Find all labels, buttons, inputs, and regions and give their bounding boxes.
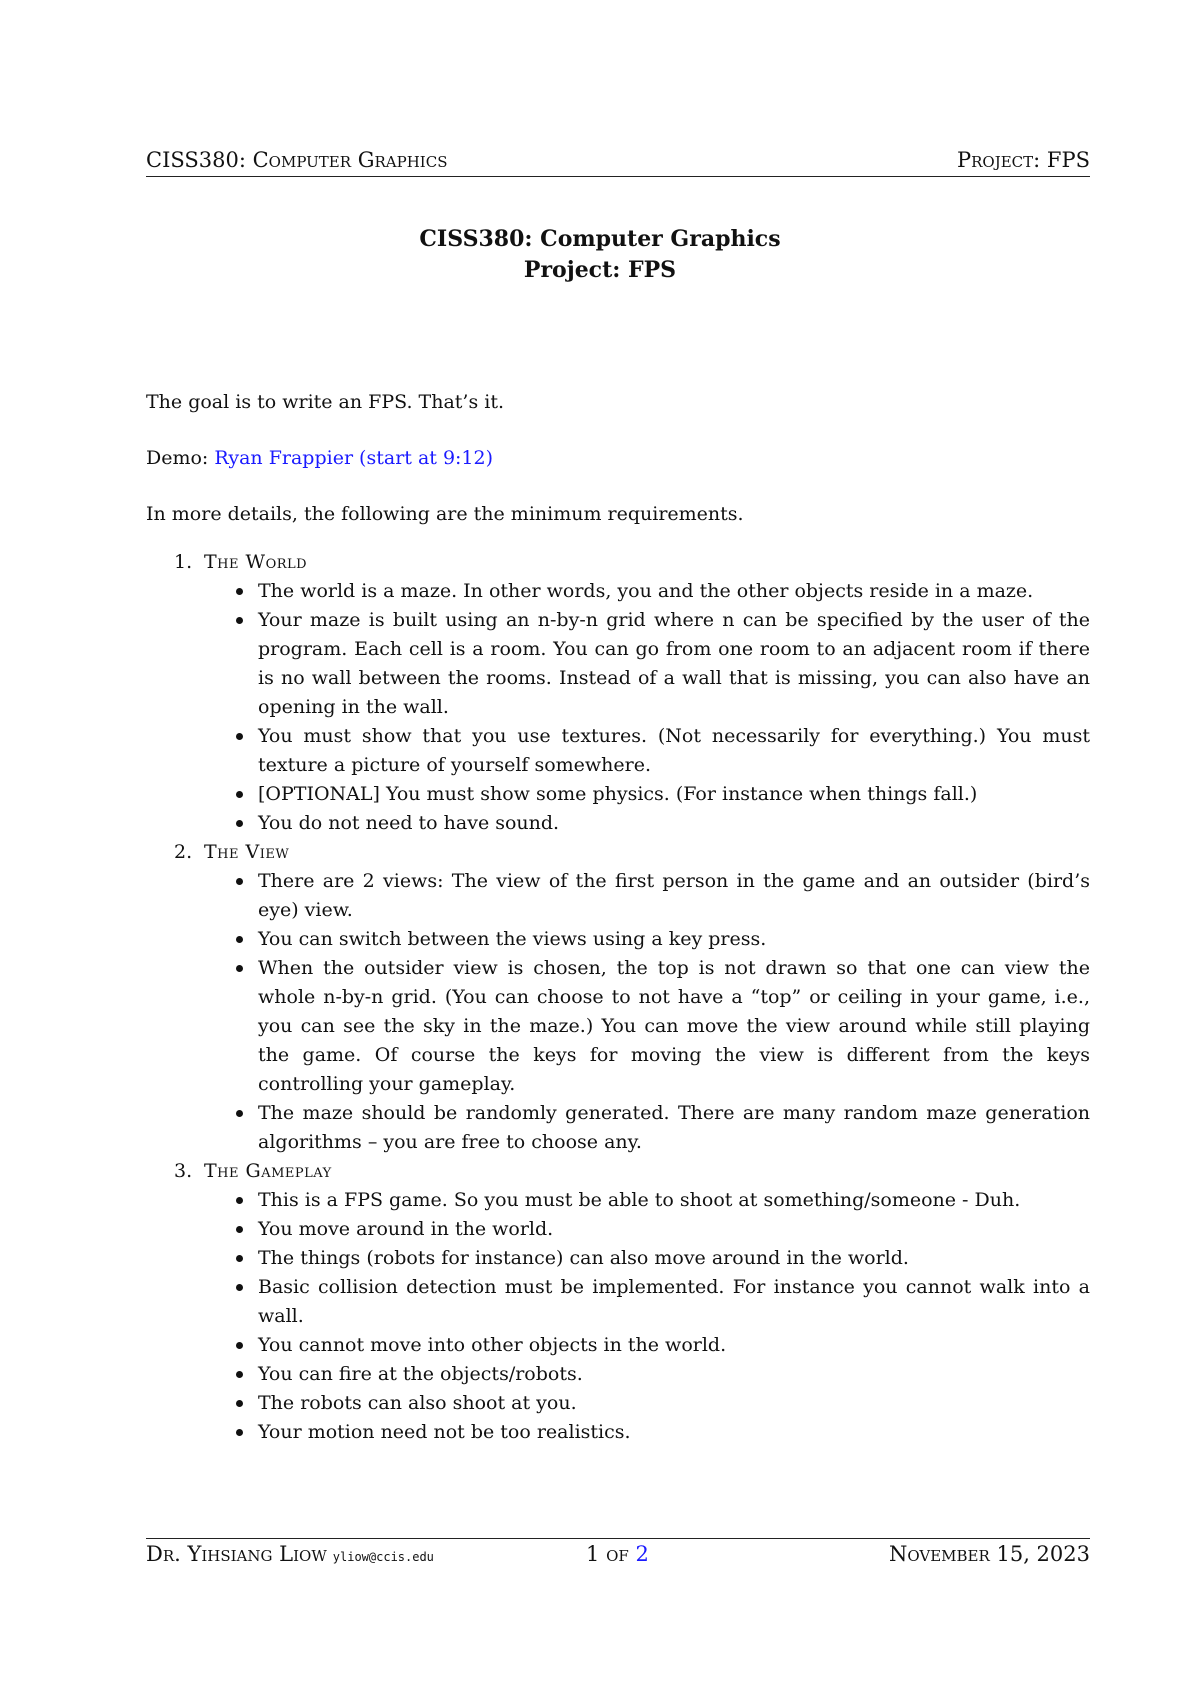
list-item: This is a FPS game. So you must be able to shoot at something/someone - Duh. <box>258 1186 1090 1215</box>
section-items <box>146 1186 1090 1447</box>
footer-date: November 15, 2023 <box>888 1542 1090 1566</box>
header-project: Project: FPS <box>956 148 1090 172</box>
section-title: The World <box>204 551 308 573</box>
details-paragraph: In more details, the following are the minimum requirements. <box>146 503 744 525</box>
list-item: You do not need to have sound. <box>258 809 1090 838</box>
demo-label: Demo: <box>146 447 209 469</box>
list-item: You move around in the world. <box>258 1215 1090 1244</box>
list-item: The things (robots for instance) can also move around in the world. <box>258 1244 1090 1273</box>
section-heading <box>174 1157 1090 1186</box>
page-total-link[interactable]: 2 <box>635 1542 649 1566</box>
list-item: The world is a maze. In other words, you and the other objects reside in a maze. <box>258 577 1090 606</box>
section-items <box>146 577 1090 838</box>
running-header <box>146 148 1090 177</box>
requirements-list <box>146 548 1090 1447</box>
page-number <box>586 1542 889 1566</box>
list-item: The maze should be randomly generated. There are many random maze generation algorithms – you are free to choose any. <box>258 1099 1090 1157</box>
section-title: The View <box>204 841 290 863</box>
footer-author-block <box>146 1542 586 1566</box>
header-course: CISS380: Computer Graphics <box>146 148 448 172</box>
page-of-label: of <box>606 1542 629 1566</box>
section-items <box>146 867 1090 1157</box>
section-number: 1. <box>174 551 193 573</box>
title-course: CISS380: Computer Graphics <box>419 226 781 252</box>
demo-link[interactable]: Ryan Frappier (start at 9:12) <box>214 447 494 469</box>
section-title: The Gameplay <box>204 1160 332 1182</box>
footer-author: Dr. Yihsiang Liow <box>146 1542 327 1566</box>
list-item: There are 2 views: The view of the first person in the game and an outsider (bird’s eye) view. <box>258 867 1090 925</box>
section-number: 2. <box>174 841 193 863</box>
list-item: Your motion need not be too realistics. <box>258 1418 1090 1447</box>
list-item: You cannot move into other objects in the world. <box>258 1331 1090 1360</box>
page-footer <box>146 1538 1090 1566</box>
document-body <box>146 388 1090 1447</box>
list-item: When the outsider view is chosen, the top is not drawn so that one can view the whole n-by-n grid. (You can choose to not have a “top” or ceiling in your game, i.e., you can see the sky in the maze.) You can move the view around while still playing the game. Of course the keys for moving the view is different from the keys controlling your gameplay. <box>258 954 1090 1099</box>
section-heading <box>174 838 1090 867</box>
demo-paragraph <box>146 444 1090 472</box>
footer-email: yliow@ccis.edu <box>332 1550 434 1564</box>
list-item: You can switch between the views using a key press. <box>258 925 1090 954</box>
list-item: [OPTIONAL] You must show some physics. (For instance when things fall.) <box>258 780 1090 809</box>
section-number: 3. <box>174 1160 193 1182</box>
list-item: You can fire at the objects/robots. <box>258 1360 1090 1389</box>
list-item: Your maze is built using an n-by-n grid where n can be specified by the user of the program. Each cell is a room. You can go from one room to an adjacent room if there is no wall between the rooms. Instead of a wall that is missing, you can also have an opening in the wall. <box>258 606 1090 722</box>
page-current: 1 <box>586 1542 600 1566</box>
list-item: You must show that you use textures. (Not necessarily for everything.) You must texture a picture of yourself somewhere. <box>258 722 1090 780</box>
title-project: Project: FPS <box>523 257 677 283</box>
list-item: Basic collision detection must be implemented. For instance you cannot walk into a wall. <box>258 1273 1090 1331</box>
intro-paragraph: The goal is to write an FPS. That’s it. <box>146 391 505 413</box>
section-heading <box>174 548 1090 577</box>
document-title <box>0 224 1200 286</box>
list-item: The robots can also shoot at you. <box>258 1389 1090 1418</box>
